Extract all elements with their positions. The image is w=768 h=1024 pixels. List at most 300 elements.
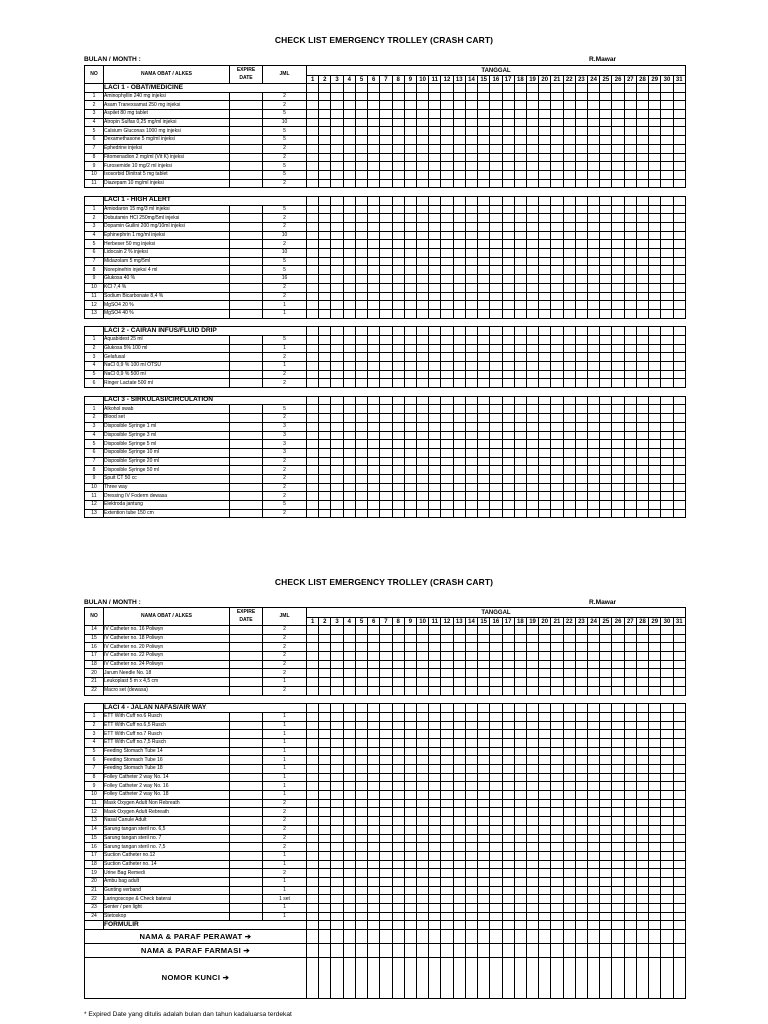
date-check-cell[interactable] bbox=[551, 492, 563, 501]
date-check-cell[interactable] bbox=[673, 466, 685, 475]
date-check-cell[interactable] bbox=[612, 904, 624, 913]
date-check-cell[interactable] bbox=[478, 396, 490, 405]
date-check-cell[interactable] bbox=[673, 643, 685, 652]
date-check-cell[interactable] bbox=[355, 730, 367, 739]
date-check-cell[interactable] bbox=[588, 153, 600, 162]
date-check-cell[interactable] bbox=[551, 686, 563, 695]
date-check-cell[interactable] bbox=[368, 223, 380, 232]
date-check-cell[interactable] bbox=[600, 756, 612, 765]
date-check-cell[interactable] bbox=[514, 738, 526, 747]
date-check-cell[interactable] bbox=[441, 747, 453, 756]
date-check-cell[interactable] bbox=[429, 799, 441, 808]
date-check-cell[interactable] bbox=[343, 660, 355, 669]
date-check-cell[interactable] bbox=[588, 634, 600, 643]
date-check-cell[interactable] bbox=[453, 144, 465, 153]
date-check-cell[interactable] bbox=[636, 292, 648, 301]
date-check-cell[interactable] bbox=[661, 869, 673, 878]
date-check-cell[interactable] bbox=[600, 634, 612, 643]
signature-cell[interactable] bbox=[551, 930, 563, 944]
date-check-cell[interactable] bbox=[612, 440, 624, 449]
date-check-cell[interactable] bbox=[380, 660, 392, 669]
date-check-cell[interactable] bbox=[600, 791, 612, 800]
date-check-cell[interactable] bbox=[465, 721, 477, 730]
date-check-cell[interactable] bbox=[612, 118, 624, 127]
date-check-cell[interactable] bbox=[539, 474, 551, 483]
expire-date-cell[interactable] bbox=[230, 362, 263, 371]
date-check-cell[interactable] bbox=[392, 808, 404, 817]
date-check-cell[interactable] bbox=[355, 309, 367, 318]
date-check-cell[interactable] bbox=[551, 283, 563, 292]
date-check-cell[interactable] bbox=[478, 712, 490, 721]
date-check-cell[interactable] bbox=[636, 118, 648, 127]
date-check-cell[interactable] bbox=[465, 860, 477, 869]
date-check-cell[interactable] bbox=[331, 660, 343, 669]
date-check-cell[interactable] bbox=[588, 730, 600, 739]
date-check-cell[interactable] bbox=[368, 327, 380, 336]
date-check-cell[interactable] bbox=[649, 912, 661, 921]
date-check-cell[interactable] bbox=[392, 738, 404, 747]
date-check-cell[interactable] bbox=[588, 136, 600, 145]
date-check-cell[interactable] bbox=[661, 327, 673, 336]
date-check-cell[interactable] bbox=[368, 678, 380, 687]
date-check-cell[interactable] bbox=[368, 249, 380, 258]
date-check-cell[interactable] bbox=[551, 110, 563, 119]
date-check-cell[interactable] bbox=[343, 886, 355, 895]
date-check-cell[interactable] bbox=[404, 275, 416, 284]
date-check-cell[interactable] bbox=[490, 231, 502, 240]
date-check-cell[interactable] bbox=[612, 782, 624, 791]
date-check-cell[interactable] bbox=[551, 869, 563, 878]
date-check-cell[interactable] bbox=[453, 153, 465, 162]
date-check-cell[interactable] bbox=[661, 205, 673, 214]
date-check-cell[interactable] bbox=[429, 634, 441, 643]
date-check-cell[interactable] bbox=[539, 457, 551, 466]
date-check-cell[interactable] bbox=[563, 808, 575, 817]
date-check-cell[interactable] bbox=[465, 921, 477, 930]
date-check-cell[interactable] bbox=[416, 509, 428, 518]
date-check-cell[interactable] bbox=[514, 283, 526, 292]
date-check-cell[interactable] bbox=[478, 851, 490, 860]
date-check-cell[interactable] bbox=[575, 501, 587, 510]
date-check-cell[interactable] bbox=[355, 448, 367, 457]
date-check-cell[interactable] bbox=[600, 231, 612, 240]
date-check-cell[interactable] bbox=[600, 773, 612, 782]
expire-date-cell[interactable] bbox=[230, 457, 263, 466]
date-check-cell[interactable] bbox=[355, 773, 367, 782]
date-check-cell[interactable] bbox=[649, 231, 661, 240]
date-check-cell[interactable] bbox=[649, 843, 661, 852]
date-check-cell[interactable] bbox=[380, 678, 392, 687]
date-check-cell[interactable] bbox=[380, 170, 392, 179]
date-check-cell[interactable] bbox=[600, 765, 612, 774]
date-check-cell[interactable] bbox=[404, 162, 416, 171]
date-check-cell[interactable] bbox=[404, 84, 416, 93]
date-check-cell[interactable] bbox=[392, 660, 404, 669]
date-check-cell[interactable] bbox=[649, 817, 661, 826]
signature-cell[interactable] bbox=[343, 930, 355, 944]
date-check-cell[interactable] bbox=[563, 877, 575, 886]
date-check-cell[interactable] bbox=[380, 301, 392, 310]
date-check-cell[interactable] bbox=[416, 223, 428, 232]
date-check-cell[interactable] bbox=[319, 101, 331, 110]
date-check-cell[interactable] bbox=[441, 101, 453, 110]
date-check-cell[interactable] bbox=[551, 912, 563, 921]
date-check-cell[interactable] bbox=[563, 765, 575, 774]
date-check-cell[interactable] bbox=[319, 904, 331, 913]
date-check-cell[interactable] bbox=[661, 283, 673, 292]
date-check-cell[interactable] bbox=[441, 782, 453, 791]
date-check-cell[interactable] bbox=[502, 179, 514, 188]
signature-cell[interactable] bbox=[636, 944, 648, 958]
signature-cell[interactable] bbox=[478, 944, 490, 958]
date-check-cell[interactable] bbox=[392, 626, 404, 635]
date-check-cell[interactable] bbox=[380, 643, 392, 652]
date-check-cell[interactable] bbox=[429, 860, 441, 869]
signature-cell[interactable] bbox=[331, 944, 343, 958]
date-check-cell[interactable] bbox=[453, 205, 465, 214]
date-check-cell[interactable] bbox=[563, 660, 575, 669]
date-check-cell[interactable] bbox=[490, 652, 502, 661]
date-check-cell[interactable] bbox=[392, 686, 404, 695]
date-check-cell[interactable] bbox=[453, 240, 465, 249]
date-check-cell[interactable] bbox=[441, 362, 453, 371]
date-check-cell[interactable] bbox=[307, 379, 319, 388]
date-check-cell[interactable] bbox=[441, 886, 453, 895]
date-check-cell[interactable] bbox=[343, 492, 355, 501]
date-check-cell[interactable] bbox=[343, 396, 355, 405]
date-check-cell[interactable] bbox=[612, 756, 624, 765]
date-check-cell[interactable] bbox=[465, 266, 477, 275]
date-check-cell[interactable] bbox=[331, 414, 343, 423]
date-check-cell[interactable] bbox=[404, 712, 416, 721]
date-check-cell[interactable] bbox=[343, 405, 355, 414]
date-check-cell[interactable] bbox=[661, 808, 673, 817]
date-check-cell[interactable] bbox=[380, 912, 392, 921]
date-check-cell[interactable] bbox=[441, 765, 453, 774]
date-check-cell[interactable] bbox=[502, 292, 514, 301]
date-check-cell[interactable] bbox=[441, 275, 453, 284]
date-check-cell[interactable] bbox=[600, 912, 612, 921]
date-check-cell[interactable] bbox=[416, 626, 428, 635]
date-check-cell[interactable] bbox=[563, 84, 575, 93]
date-check-cell[interactable] bbox=[465, 912, 477, 921]
date-check-cell[interactable] bbox=[331, 466, 343, 475]
date-check-cell[interactable] bbox=[661, 660, 673, 669]
date-check-cell[interactable] bbox=[392, 335, 404, 344]
date-check-cell[interactable] bbox=[575, 431, 587, 440]
date-check-cell[interactable] bbox=[673, 101, 685, 110]
date-check-cell[interactable] bbox=[307, 127, 319, 136]
date-check-cell[interactable] bbox=[307, 370, 319, 379]
date-check-cell[interactable] bbox=[343, 292, 355, 301]
date-check-cell[interactable] bbox=[490, 921, 502, 930]
expire-date-cell[interactable] bbox=[230, 904, 263, 913]
date-check-cell[interactable] bbox=[526, 92, 538, 101]
date-check-cell[interactable] bbox=[404, 283, 416, 292]
date-check-cell[interactable] bbox=[380, 501, 392, 510]
date-check-cell[interactable] bbox=[392, 643, 404, 652]
date-check-cell[interactable] bbox=[331, 292, 343, 301]
date-check-cell[interactable] bbox=[575, 669, 587, 678]
date-check-cell[interactable] bbox=[661, 669, 673, 678]
date-check-cell[interactable] bbox=[526, 379, 538, 388]
date-check-cell[interactable] bbox=[551, 266, 563, 275]
date-check-cell[interactable] bbox=[441, 492, 453, 501]
date-check-cell[interactable] bbox=[661, 84, 673, 93]
date-check-cell[interactable] bbox=[636, 162, 648, 171]
date-check-cell[interactable] bbox=[453, 492, 465, 501]
date-check-cell[interactable] bbox=[307, 834, 319, 843]
date-check-cell[interactable] bbox=[368, 196, 380, 205]
date-check-cell[interactable] bbox=[600, 799, 612, 808]
date-check-cell[interactable] bbox=[307, 110, 319, 119]
date-check-cell[interactable] bbox=[478, 765, 490, 774]
date-check-cell[interactable] bbox=[416, 448, 428, 457]
date-check-cell[interactable] bbox=[429, 422, 441, 431]
date-check-cell[interactable] bbox=[441, 344, 453, 353]
date-check-cell[interactable] bbox=[563, 886, 575, 895]
date-check-cell[interactable] bbox=[429, 110, 441, 119]
date-check-cell[interactable] bbox=[490, 92, 502, 101]
date-check-cell[interactable] bbox=[600, 275, 612, 284]
date-check-cell[interactable] bbox=[526, 327, 538, 336]
date-check-cell[interactable] bbox=[392, 92, 404, 101]
date-check-cell[interactable] bbox=[502, 782, 514, 791]
date-check-cell[interactable] bbox=[392, 799, 404, 808]
date-check-cell[interactable] bbox=[355, 886, 367, 895]
date-check-cell[interactable] bbox=[514, 440, 526, 449]
date-check-cell[interactable] bbox=[563, 626, 575, 635]
date-check-cell[interactable] bbox=[307, 869, 319, 878]
date-check-cell[interactable] bbox=[526, 686, 538, 695]
date-check-cell[interactable] bbox=[502, 817, 514, 826]
date-check-cell[interactable] bbox=[588, 466, 600, 475]
date-check-cell[interactable] bbox=[514, 414, 526, 423]
date-check-cell[interactable] bbox=[404, 240, 416, 249]
date-check-cell[interactable] bbox=[429, 301, 441, 310]
date-check-cell[interactable] bbox=[453, 660, 465, 669]
date-check-cell[interactable] bbox=[539, 765, 551, 774]
date-check-cell[interactable] bbox=[380, 492, 392, 501]
date-check-cell[interactable] bbox=[588, 162, 600, 171]
date-check-cell[interactable] bbox=[380, 249, 392, 258]
date-check-cell[interactable] bbox=[441, 483, 453, 492]
date-check-cell[interactable] bbox=[673, 483, 685, 492]
date-check-cell[interactable] bbox=[514, 474, 526, 483]
date-check-cell[interactable] bbox=[588, 721, 600, 730]
date-check-cell[interactable] bbox=[636, 626, 648, 635]
date-check-cell[interactable] bbox=[343, 240, 355, 249]
date-check-cell[interactable] bbox=[551, 422, 563, 431]
date-check-cell[interactable] bbox=[502, 205, 514, 214]
date-check-cell[interactable] bbox=[526, 457, 538, 466]
date-check-cell[interactable] bbox=[502, 730, 514, 739]
date-check-cell[interactable] bbox=[319, 921, 331, 930]
date-check-cell[interactable] bbox=[661, 170, 673, 179]
date-check-cell[interactable] bbox=[636, 492, 648, 501]
date-check-cell[interactable] bbox=[551, 196, 563, 205]
date-check-cell[interactable] bbox=[343, 136, 355, 145]
date-check-cell[interactable] bbox=[429, 912, 441, 921]
date-check-cell[interactable] bbox=[368, 179, 380, 188]
date-check-cell[interactable] bbox=[588, 257, 600, 266]
expire-date-cell[interactable] bbox=[230, 205, 263, 214]
date-check-cell[interactable] bbox=[319, 257, 331, 266]
date-check-cell[interactable] bbox=[453, 825, 465, 834]
date-check-cell[interactable] bbox=[380, 466, 392, 475]
date-check-cell[interactable] bbox=[319, 457, 331, 466]
date-check-cell[interactable] bbox=[404, 765, 416, 774]
date-check-cell[interactable] bbox=[355, 231, 367, 240]
date-check-cell[interactable] bbox=[478, 344, 490, 353]
date-check-cell[interactable] bbox=[368, 886, 380, 895]
signature-cell[interactable] bbox=[575, 944, 587, 958]
expire-date-cell[interactable] bbox=[230, 669, 263, 678]
date-check-cell[interactable] bbox=[404, 136, 416, 145]
date-check-cell[interactable] bbox=[575, 773, 587, 782]
signature-cell[interactable] bbox=[392, 944, 404, 958]
date-check-cell[interactable] bbox=[465, 886, 477, 895]
date-check-cell[interactable] bbox=[588, 240, 600, 249]
date-check-cell[interactable] bbox=[563, 509, 575, 518]
date-check-cell[interactable] bbox=[441, 127, 453, 136]
date-check-cell[interactable] bbox=[661, 817, 673, 826]
date-check-cell[interactable] bbox=[307, 457, 319, 466]
date-check-cell[interactable] bbox=[478, 327, 490, 336]
date-check-cell[interactable] bbox=[600, 747, 612, 756]
date-check-cell[interactable] bbox=[612, 773, 624, 782]
date-check-cell[interactable] bbox=[319, 851, 331, 860]
date-check-cell[interactable] bbox=[575, 474, 587, 483]
date-check-cell[interactable] bbox=[673, 196, 685, 205]
date-check-cell[interactable] bbox=[416, 721, 428, 730]
date-check-cell[interactable] bbox=[661, 144, 673, 153]
date-check-cell[interactable] bbox=[514, 483, 526, 492]
date-check-cell[interactable] bbox=[343, 127, 355, 136]
date-check-cell[interactable] bbox=[649, 335, 661, 344]
date-check-cell[interactable] bbox=[502, 912, 514, 921]
date-check-cell[interactable] bbox=[307, 843, 319, 852]
date-check-cell[interactable] bbox=[551, 396, 563, 405]
date-check-cell[interactable] bbox=[380, 223, 392, 232]
date-check-cell[interactable] bbox=[490, 370, 502, 379]
date-check-cell[interactable] bbox=[600, 721, 612, 730]
date-check-cell[interactable] bbox=[380, 765, 392, 774]
date-check-cell[interactable] bbox=[636, 782, 648, 791]
date-check-cell[interactable] bbox=[636, 275, 648, 284]
date-check-cell[interactable] bbox=[429, 501, 441, 510]
date-check-cell[interactable] bbox=[612, 422, 624, 431]
date-check-cell[interactable] bbox=[355, 626, 367, 635]
date-check-cell[interactable] bbox=[490, 492, 502, 501]
date-check-cell[interactable] bbox=[563, 895, 575, 904]
date-check-cell[interactable] bbox=[600, 652, 612, 661]
date-check-cell[interactable] bbox=[588, 886, 600, 895]
date-check-cell[interactable] bbox=[600, 660, 612, 669]
signature-cell[interactable] bbox=[319, 930, 331, 944]
date-check-cell[interactable] bbox=[490, 791, 502, 800]
date-check-cell[interactable] bbox=[526, 466, 538, 475]
signature-cell[interactable] bbox=[624, 930, 636, 944]
date-check-cell[interactable] bbox=[600, 422, 612, 431]
date-check-cell[interactable] bbox=[465, 869, 477, 878]
date-check-cell[interactable] bbox=[355, 196, 367, 205]
date-check-cell[interactable] bbox=[319, 327, 331, 336]
date-check-cell[interactable] bbox=[526, 869, 538, 878]
date-check-cell[interactable] bbox=[404, 730, 416, 739]
signature-cell[interactable] bbox=[343, 958, 355, 999]
expire-date-cell[interactable] bbox=[230, 118, 263, 127]
date-check-cell[interactable] bbox=[502, 370, 514, 379]
date-check-cell[interactable] bbox=[453, 895, 465, 904]
date-check-cell[interactable] bbox=[526, 214, 538, 223]
date-check-cell[interactable] bbox=[612, 344, 624, 353]
date-check-cell[interactable] bbox=[331, 712, 343, 721]
date-check-cell[interactable] bbox=[380, 101, 392, 110]
date-check-cell[interactable] bbox=[588, 643, 600, 652]
date-check-cell[interactable] bbox=[539, 283, 551, 292]
date-check-cell[interactable] bbox=[502, 301, 514, 310]
date-check-cell[interactable] bbox=[514, 782, 526, 791]
date-check-cell[interactable] bbox=[478, 362, 490, 371]
date-check-cell[interactable] bbox=[649, 704, 661, 713]
date-check-cell[interactable] bbox=[563, 730, 575, 739]
date-check-cell[interactable] bbox=[539, 904, 551, 913]
date-check-cell[interactable] bbox=[661, 704, 673, 713]
date-check-cell[interactable] bbox=[636, 344, 648, 353]
date-check-cell[interactable] bbox=[331, 266, 343, 275]
date-check-cell[interactable] bbox=[661, 266, 673, 275]
signature-cell[interactable] bbox=[380, 930, 392, 944]
date-check-cell[interactable] bbox=[551, 877, 563, 886]
date-check-cell[interactable] bbox=[502, 379, 514, 388]
date-check-cell[interactable] bbox=[453, 509, 465, 518]
date-check-cell[interactable] bbox=[649, 110, 661, 119]
date-check-cell[interactable] bbox=[355, 223, 367, 232]
date-check-cell[interactable] bbox=[636, 101, 648, 110]
date-check-cell[interactable] bbox=[600, 851, 612, 860]
date-check-cell[interactable] bbox=[404, 860, 416, 869]
date-check-cell[interactable] bbox=[649, 483, 661, 492]
date-check-cell[interactable] bbox=[404, 249, 416, 258]
date-check-cell[interactable] bbox=[649, 153, 661, 162]
date-check-cell[interactable] bbox=[392, 110, 404, 119]
date-check-cell[interactable] bbox=[331, 283, 343, 292]
date-check-cell[interactable] bbox=[526, 730, 538, 739]
date-check-cell[interactable] bbox=[624, 170, 636, 179]
date-check-cell[interactable] bbox=[490, 869, 502, 878]
date-check-cell[interactable] bbox=[588, 660, 600, 669]
date-check-cell[interactable] bbox=[392, 912, 404, 921]
date-check-cell[interactable] bbox=[429, 877, 441, 886]
date-check-cell[interactable] bbox=[331, 179, 343, 188]
date-check-cell[interactable] bbox=[441, 825, 453, 834]
expire-date-cell[interactable] bbox=[230, 782, 263, 791]
date-check-cell[interactable] bbox=[661, 362, 673, 371]
date-check-cell[interactable] bbox=[612, 370, 624, 379]
date-check-cell[interactable] bbox=[612, 414, 624, 423]
date-check-cell[interactable] bbox=[551, 136, 563, 145]
date-check-cell[interactable] bbox=[551, 431, 563, 440]
date-check-cell[interactable] bbox=[649, 860, 661, 869]
date-check-cell[interactable] bbox=[453, 396, 465, 405]
expire-date-cell[interactable] bbox=[230, 448, 263, 457]
date-check-cell[interactable] bbox=[502, 738, 514, 747]
date-check-cell[interactable] bbox=[368, 817, 380, 826]
date-check-cell[interactable] bbox=[539, 886, 551, 895]
date-check-cell[interactable] bbox=[649, 501, 661, 510]
date-check-cell[interactable] bbox=[319, 877, 331, 886]
